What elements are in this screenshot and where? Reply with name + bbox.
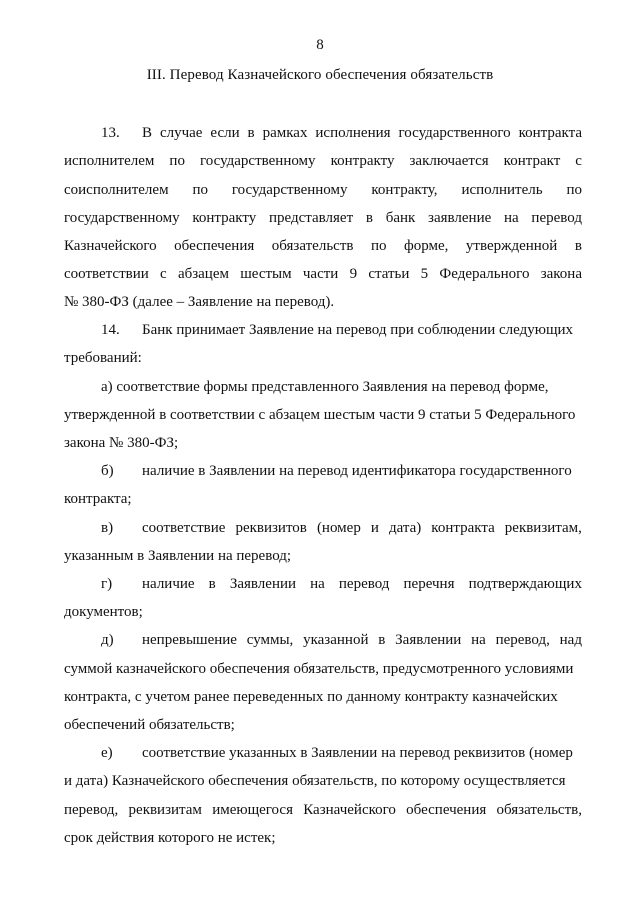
word: реквизитов bbox=[235, 520, 307, 536]
item-a-line-2: утвержденной в соответствии с абзацем шестым части 9 статьи 5 Федерального bbox=[64, 407, 576, 423]
word: банк bbox=[385, 210, 416, 226]
word: Казначейского bbox=[64, 238, 157, 254]
word: соответствие bbox=[142, 520, 226, 536]
word: в bbox=[365, 210, 373, 226]
word: указанной bbox=[303, 632, 369, 648]
word: рамках bbox=[262, 125, 308, 141]
word: дата) bbox=[388, 520, 422, 536]
word: государственному bbox=[64, 210, 180, 226]
p13-line-5 bbox=[64, 237, 582, 255]
item-v-label: в) bbox=[101, 520, 114, 536]
word: перевод, bbox=[64, 802, 119, 818]
p13-number: 13. bbox=[101, 125, 120, 141]
word: суммы, bbox=[246, 632, 294, 648]
item-g-line-1 bbox=[142, 575, 582, 593]
word: случае bbox=[159, 125, 203, 141]
word: контракту bbox=[192, 210, 257, 226]
item-e-line-3 bbox=[64, 801, 582, 819]
word: заявление bbox=[428, 210, 492, 226]
item-b-line-1: наличие в Заявлении на перевод идентификатора государственного bbox=[142, 463, 572, 479]
word: с bbox=[160, 266, 167, 282]
word: закона bbox=[540, 266, 582, 282]
word: перевод, bbox=[495, 632, 550, 648]
word: реквизитам bbox=[128, 802, 202, 818]
word: в bbox=[208, 576, 216, 592]
word: в bbox=[574, 238, 582, 254]
word: перевод bbox=[531, 210, 582, 226]
word: представляет bbox=[268, 210, 354, 226]
word: по bbox=[192, 182, 208, 198]
p13-line-1 bbox=[142, 124, 582, 142]
word: обязательств, bbox=[496, 802, 582, 818]
p13-line-3 bbox=[64, 181, 582, 199]
word: перевод bbox=[338, 576, 390, 592]
item-a-line-3: закона № 380-ФЗ; bbox=[64, 435, 179, 451]
word: непревышение bbox=[142, 632, 237, 648]
word: части bbox=[302, 266, 339, 282]
word: перечня bbox=[403, 576, 455, 592]
word: реквизитам, bbox=[504, 520, 582, 536]
word: и bbox=[370, 520, 379, 536]
word: шестым bbox=[240, 266, 292, 282]
word: форме, bbox=[403, 238, 449, 254]
p13-line-4 bbox=[64, 209, 582, 227]
item-d-line-1 bbox=[142, 631, 582, 649]
word: на bbox=[310, 576, 325, 592]
item-g-label: г) bbox=[101, 576, 113, 592]
item-d-line-2: суммой казначейского обеспечения обязательств, предусмотренного условиями bbox=[64, 661, 574, 677]
p13-line-7: № 380-ФЗ (далее – Заявление на перевод). bbox=[64, 294, 335, 310]
p13-line-2 bbox=[64, 152, 582, 170]
word: на bbox=[471, 632, 486, 648]
word: по bbox=[169, 153, 185, 169]
item-e-label: е) bbox=[101, 745, 113, 761]
word: Заявлении bbox=[229, 576, 297, 592]
word: над bbox=[559, 632, 582, 648]
item-d-line-4: обеспечений обязательств; bbox=[64, 717, 235, 733]
word: исполнения bbox=[315, 125, 391, 141]
item-d-label: д) bbox=[101, 632, 114, 648]
item-e-line-2: и дата) Казначейского обеспечения обязательств, по которому осуществляется bbox=[64, 773, 566, 789]
word: соответствии bbox=[64, 266, 149, 282]
item-d-line-3: контракта, с учетом ранее переведенных по данному контракту казначейских bbox=[64, 689, 558, 705]
word: по bbox=[370, 238, 387, 254]
word: соисполнителем bbox=[64, 182, 169, 198]
word: 5 bbox=[420, 266, 429, 282]
word: государственного bbox=[398, 125, 511, 141]
word: на bbox=[504, 210, 519, 226]
page-number: 8 bbox=[316, 37, 324, 53]
word: в bbox=[378, 632, 386, 648]
word: наличие bbox=[142, 576, 195, 592]
item-b-label: б) bbox=[101, 463, 114, 479]
word: Федерального bbox=[439, 266, 530, 282]
item-a-line-1: а) соответствие формы представленного Заявления на перевод форме, bbox=[101, 379, 549, 395]
word: контракт bbox=[503, 153, 561, 169]
word: в bbox=[247, 125, 255, 141]
word: если bbox=[210, 125, 240, 141]
word: по bbox=[566, 182, 582, 198]
item-b-line-2: контракта; bbox=[64, 491, 132, 507]
word: с bbox=[575, 153, 582, 169]
word: имеющегося bbox=[212, 802, 293, 818]
p13-line-6 bbox=[64, 265, 582, 283]
p14-number: 14. bbox=[101, 322, 120, 338]
word: государственному bbox=[231, 182, 348, 198]
section-title: III. Перевод Казначейского обеспечения обязательств bbox=[146, 67, 494, 83]
word: контракта bbox=[431, 520, 495, 536]
word: 9 bbox=[349, 266, 358, 282]
word: статьи bbox=[368, 266, 410, 282]
word: обеспечения bbox=[406, 802, 487, 818]
word: Заявлении bbox=[395, 632, 462, 648]
item-v-line-1 bbox=[142, 519, 582, 537]
word: утвержденной bbox=[465, 238, 558, 254]
item-e-line-1: соответствие указанных в Заявлении на перевод реквизитов (номер bbox=[142, 745, 573, 761]
word: исполнителем bbox=[64, 153, 155, 169]
word: абзацем bbox=[177, 266, 229, 282]
word: контракту bbox=[330, 153, 395, 169]
word: контракту, bbox=[371, 182, 438, 198]
word: контракта bbox=[518, 125, 582, 141]
word: обеспечения bbox=[174, 238, 255, 254]
word: подтверждающих bbox=[468, 576, 582, 592]
word: Казначейского bbox=[303, 802, 396, 818]
word: исполнитель bbox=[461, 182, 543, 198]
item-e-line-4: срок действия которого не истек; bbox=[64, 830, 276, 846]
item-v-line-2: указанным в Заявлении на перевод; bbox=[64, 548, 292, 564]
item-g-line-2: документов; bbox=[64, 604, 143, 620]
p14-line-1: Банк принимает Заявление на перевод при соблюдении следующих bbox=[142, 322, 574, 338]
word: государственному bbox=[199, 153, 316, 169]
word: обязательств bbox=[271, 238, 354, 254]
word: заключается bbox=[409, 153, 489, 169]
word: В bbox=[142, 125, 153, 141]
word: (номер bbox=[316, 520, 361, 536]
p14-line-2: требований: bbox=[64, 350, 142, 366]
